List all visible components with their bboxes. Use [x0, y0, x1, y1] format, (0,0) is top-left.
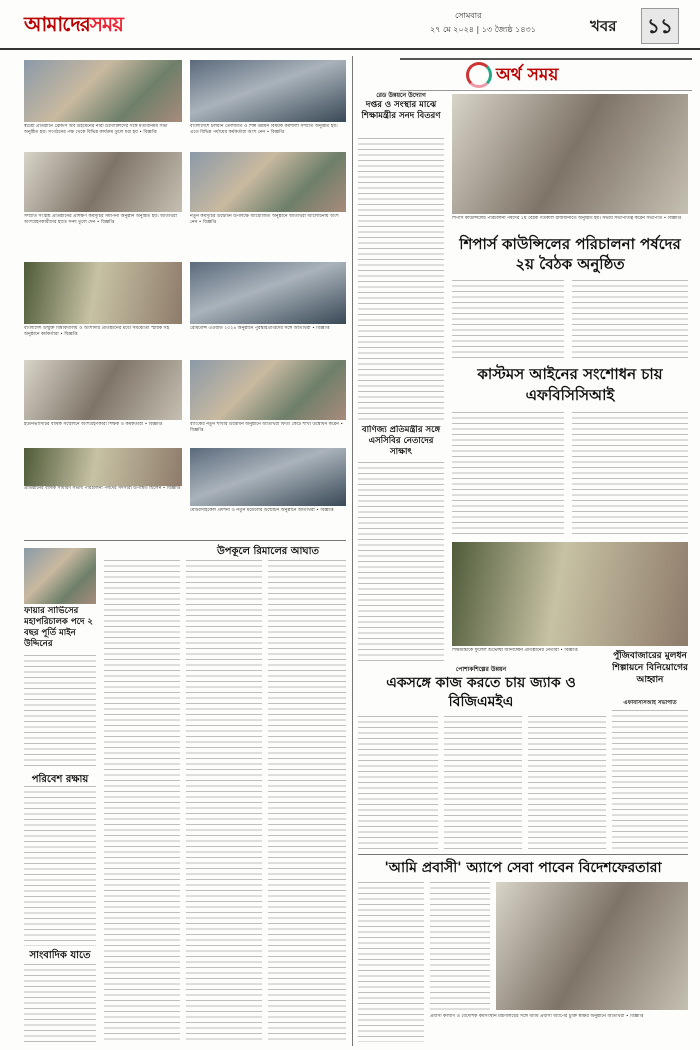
- remal-headline[interactable]: উপকূলে রিমালের আঘাত: [216, 546, 320, 557]
- column-divider: [352, 56, 353, 1046]
- flower-greeting-photo: [452, 542, 688, 646]
- photo-5: [24, 262, 182, 324]
- issue-date: ২৭ মে ২০২৪ | ১৩ জ্যৈষ্ঠ ১৪৩১: [430, 25, 536, 34]
- remal-column-3: [268, 560, 346, 1044]
- middle-article-2-body: [358, 462, 444, 662]
- middle-headline-2[interactable]: বাণিজ্য প্রতিমন্ত্রীর সঙ্গে এসসিবির নেতাদের সাক্ষাৎ: [361, 425, 441, 457]
- photo-4: [190, 152, 346, 212]
- photo-caption-8: ব্যাংকের নতুন শাখার উদ্বোধন অনুষ্ঠানে অতিথিরা ফিতা কেটে শাখা উদ্বোধন করেন • বিজ্ঞপ্তি: [190, 422, 344, 433]
- apparel-body-col2: [444, 716, 522, 850]
- probashi-app-photo: [496, 882, 688, 1010]
- artho-logo-prefix: অর্থ: [496, 65, 522, 85]
- photo-caption-6: রেমিট্যান্স এওয়ার্ড ২০২৪ অনুষ্ঠানে পুরস্কারপ্রাপ্তদের সঙ্গে অতিথিরা • বিজ্ঞপ্তি: [190, 326, 330, 331]
- divider: [24, 540, 346, 541]
- middle-article-1-body: [358, 138, 444, 422]
- customs-headline[interactable]: কাস্টমস আইনের সংশোধন চায় এফবিসিসিআই: [477, 365, 663, 404]
- environment-body: [24, 786, 96, 946]
- artho-somoy-logo[interactable]: [466, 62, 558, 90]
- apparel-kicker: পোশাকশিল্পের উন্নয়ন: [455, 666, 507, 673]
- middle-kicker: রেড উন্নয়নে উদ্যোগ: [376, 92, 426, 99]
- photo-6: [190, 262, 346, 324]
- capital-byline: এফবিসিসিআই সভাপতি: [623, 700, 677, 706]
- photo-3: [24, 152, 182, 212]
- photo-caption-2: বাংলাদেশে চলমান তেলজাত ও শিল্প উন্নয়ন বিষয়ক কর্মশালা সম্প্রতি অনুষ্ঠিত হয়। এতে বিভিন্ন পর্যায়ের কর্মকর্তারা অংশ নেন • বিজ্ঞপ্তি: [190, 124, 338, 135]
- photo-caption-9: প্রতিষ্ঠানের বার্ষিক সাধারণ সভায় পরিচালনা পর্ষদের সদস্যরা উপস্থিত ছিলেন • বিজ্ঞপ্তি: [24, 486, 181, 491]
- photo-8: [190, 360, 346, 420]
- remal-column-2: [186, 560, 262, 1044]
- customs-body-col1: [452, 412, 564, 538]
- apparel-headline[interactable]: একসঙ্গে কাজ করতে চায় জ্যাক ও বিজিএমইএ: [386, 675, 576, 710]
- section-name: খবর: [590, 17, 617, 35]
- page-number: ১১: [641, 8, 679, 44]
- probashi-headline[interactable]: 'আমি প্রবাসী' অ্যাপে সেবা পাবেন বিদেশফেরতারা: [384, 860, 662, 876]
- artho-logo-icon: [466, 62, 492, 88]
- customs-body-col2: [572, 412, 688, 538]
- photo-caption-7: ইউনিভার্সিটির বার্ষিক সম্মেলনে অংশগ্রহণকারী শিক্ষক ও কর্মকর্তারা • বিজ্ঞপ্তি: [24, 422, 163, 427]
- flower-caption: শিক্ষামন্ত্রীকে ফুলেল শুভেচ্ছা জানাচ্ছেন প্রতিষ্ঠানের নেতারা • বিজ্ঞপ্তি: [452, 648, 578, 653]
- journalist-body: [24, 964, 96, 1044]
- logo-text: আমাদের: [24, 12, 90, 36]
- logo-accent-text: সময়: [89, 12, 123, 36]
- photo-caption-4: নতুন কর্মসূচির উদ্বোধন উপলক্ষে আয়োজিত অনুষ্ঠানে অতিথিরা আলোচনায় অংশ নেন • বিজ্ঞপ্তি: [190, 214, 339, 225]
- shippers-headline[interactable]: শিপার্স কাউন্সিলের পরিচালনা পর্ষদের ২য় বৈঠক অনুষ্ঠিত: [459, 235, 681, 273]
- capital-headline[interactable]: পুঁজিবাজারের মুলধন শিল্পায়নে বিনিয়োগের আহ্বান: [612, 651, 688, 685]
- shippers-caption: শিপার্স কাউন্সিলের পরিচালনা পর্ষদের ২য় বৈঠক গতকাল রাজধানীতে অনুষ্ঠিত হয়। সভায় সভাপতিত্ব করেন সভাপতি • বিজ্ঞপ্তি: [452, 216, 682, 221]
- divider: [358, 854, 688, 855]
- artho-somoy-banner: [400, 58, 692, 91]
- fire-article-body: [24, 655, 96, 770]
- photo-7: [24, 360, 182, 420]
- probashi-body-col2: [430, 882, 490, 1012]
- photo-caption-3: সম্প্রতি সংশ্লিষ্ট প্রতিষ্ঠানের প্রশিক্ষণ কর্মসূচির সমাপনী অনুষ্ঠান অনুষ্ঠিত হয়। অতিথিরা অংশগ্রহণকারীদের হাতে সনদ তুলে দেন • বিজ্ঞপ্তি: [24, 214, 177, 225]
- photo-10: [190, 448, 346, 506]
- fire-headline[interactable]: ফায়ার সার্ভিসের মহাপরিচালক পদে ২ বছর পূর্তি মাইন উদ্দিনের: [24, 606, 93, 649]
- remal-column-1: [104, 560, 180, 1044]
- probashi-body-col1: [358, 882, 424, 1042]
- photo-9: [24, 448, 182, 486]
- environment-heading[interactable]: পরিবেশ রক্ষায়: [31, 774, 89, 784]
- shippers-body-col2: [572, 280, 688, 362]
- journalist-heading[interactable]: সাংবাদিক যাতে: [29, 950, 91, 961]
- apparel-body-col1: [358, 716, 438, 850]
- shippers-body-col1: [452, 280, 564, 362]
- photo-caption-5: বাংলাদেশ উন্মুক্ত বিশ্ববিদ্যালয় ও অংশীদার প্রতিষ্ঠানের মধ্যে সমঝোতা স্মারক সই অনুষ্ঠানে কর্মকর্তারা • বিজ্ঞপ্তি: [24, 326, 170, 337]
- capital-body: [612, 710, 688, 852]
- apparel-body-col3: [528, 716, 606, 850]
- middle-headline-1[interactable]: দপ্তর ও সংস্থার মাঝে শিক্ষামন্ত্রীর সনদ বিতরণ: [361, 100, 441, 121]
- probashi-caption: প্রবাসী কল্যাণ ও বৈদেশিক কর্মসংস্থান মন্ত্রণালয়ের সঙ্গে আমি প্রবাসী অ্যাপের চুক্তি স্বাক্ষর অনুষ্ঠানে অতিথিরা • বিজ্ঞপ্তি: [430, 1014, 644, 1019]
- page-header: [0, 0, 700, 50]
- photo-caption-1: স্বপ্নশ্রী প্রতিষ্ঠানে ফ্রেন্ডস অব উইমেনের নারী উদ্যোক্তাদের সঙ্গে মতবিনিময় সভা অনুষ্ঠিত হয়। সংগঠনের পক্ষ থেকে বিভিন্ন কার্যক্রম তুলে ধরা হয় • বিজ্ঞপ্তি: [24, 124, 168, 135]
- newspaper-logo[interactable]: [24, 10, 123, 43]
- fire-portrait: [24, 548, 96, 604]
- artho-logo-main: সময়: [527, 65, 559, 85]
- issue-day: সোমবার: [455, 11, 482, 20]
- photo-caption-10: মোটরসাইকেল প্রদর্শনী ও নতুন মডেলের উন্মোচন অনুষ্ঠানে অতিথিরা • বিজ্ঞপ্তি: [190, 508, 334, 513]
- shippers-meeting-photo: [452, 94, 688, 214]
- photo-2: [190, 60, 346, 122]
- photo-1: [24, 60, 182, 122]
